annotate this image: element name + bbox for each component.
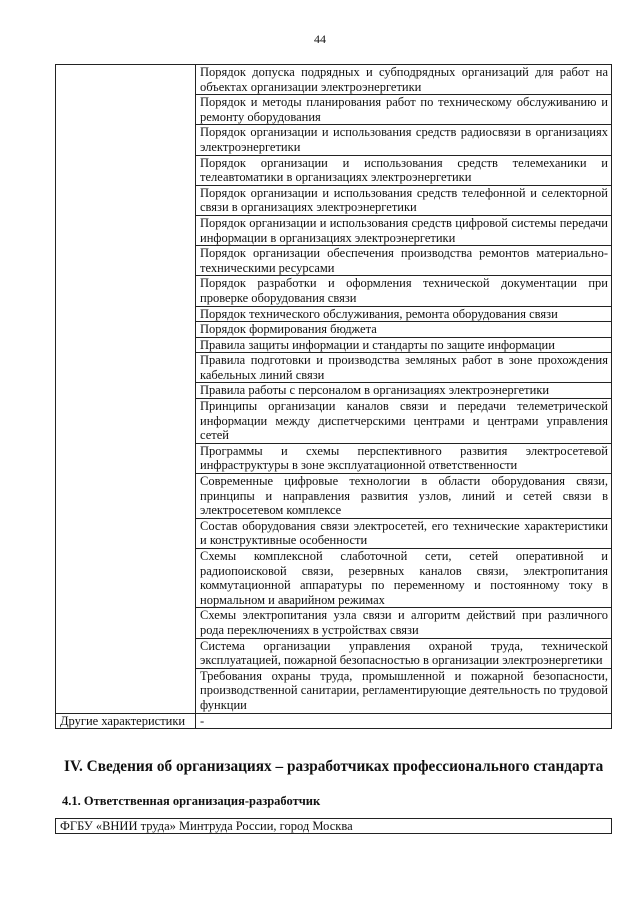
knowledge-item: Порядок технического обслуживания, ремонта оборудования связи xyxy=(196,306,612,322)
other-characteristics-label: Другие характеристики xyxy=(56,713,196,729)
knowledge-item: Схемы комплексной слаботочной сети, сетей оперативной и радиопоисковой связи, резервных каналов связи, электропитания коммутационной аппаратуры по переменному и постоянному току в нормальном и аварийном режимах xyxy=(196,549,612,608)
knowledge-item: Порядок организации и использования средств телефонной и селекторной связи в организациях электроэнергетики xyxy=(196,185,612,215)
knowledge-table xyxy=(55,64,612,729)
knowledge-item: Правила защиты информации и стандарты по защите информации xyxy=(196,337,612,353)
knowledge-item: Порядок разработки и оформления технической документации при проверке оборудования связи xyxy=(196,276,612,306)
knowledge-item: Схемы электропитания узла связи и алгоритм действий при различного рода переключениях в устройствах связи xyxy=(196,608,612,638)
knowledge-item: Порядок формирования бюджета xyxy=(196,322,612,338)
knowledge-item: Современные цифровые технологии в области оборудования связи, принципы и направления развития узлов, линий и сетей связи в электросетевом комплексе xyxy=(196,474,612,519)
section-heading: IV. Сведения об организациях – разработчиках профессионального стандарта xyxy=(64,758,604,775)
knowledge-item: Состав оборудования связи электросетей, его технические характеристики и конструктивные особенности xyxy=(196,518,612,548)
knowledge-item: Порядок организации обеспечения производства ремонтов материально-техническими ресурсами xyxy=(196,246,612,276)
knowledge-item: Порядок организации и использования средств радиосвязи в организациях электроэнергетики xyxy=(196,125,612,155)
other-characteristics-value: - xyxy=(196,713,612,729)
knowledge-item: Правила подготовки и производства земляных работ в зоне прохождения кабельных линий связи xyxy=(196,353,612,383)
table-row xyxy=(56,65,612,95)
knowledge-label-cell xyxy=(56,65,196,714)
knowledge-item: Система организации управления охраной труда, технической эксплуатацией, пожарной безопасностью в организации электроэнергетики xyxy=(196,638,612,668)
other-characteristics-row xyxy=(56,713,612,729)
knowledge-item: Программы и схемы перспективного развития электросетевой инфраструктуры в зоне эксплуатационной ответственности xyxy=(196,443,612,473)
knowledge-table-body xyxy=(56,65,612,729)
knowledge-item: Требования охраны труда, промышленной и пожарной безопасности, производственной санитарии, регламентирующие деятельность по трудовой функции xyxy=(196,668,612,713)
knowledge-item: Принципы организации каналов связи и передачи телеметрической информации между диспетчерскими центрами и центрами управления сетей xyxy=(196,399,612,444)
subsection-heading: 4.1. Ответственная организация-разработчик xyxy=(62,794,321,808)
knowledge-item: Правила работы с персоналом в организациях электроэнергетики xyxy=(196,383,612,399)
organization-name-field: ФГБУ «ВНИИ труда» Минтруда России, город Москва xyxy=(55,818,612,834)
page-number: 44 xyxy=(314,32,326,46)
knowledge-item: Порядок допуска подрядных и субподрядных организаций для работ на объектах организации электроэнергетики xyxy=(196,65,612,95)
knowledge-item: Порядок и методы планирования работ по техническому обслуживанию и ремонту оборудования xyxy=(196,95,612,125)
knowledge-item: Порядок организации и использования средств телемеханики и телеавтоматики в организациях электроэнергетики xyxy=(196,155,612,185)
knowledge-item: Порядок организации и использования средств цифровой системы передачи информации в организациях электроэнергетики xyxy=(196,215,612,245)
